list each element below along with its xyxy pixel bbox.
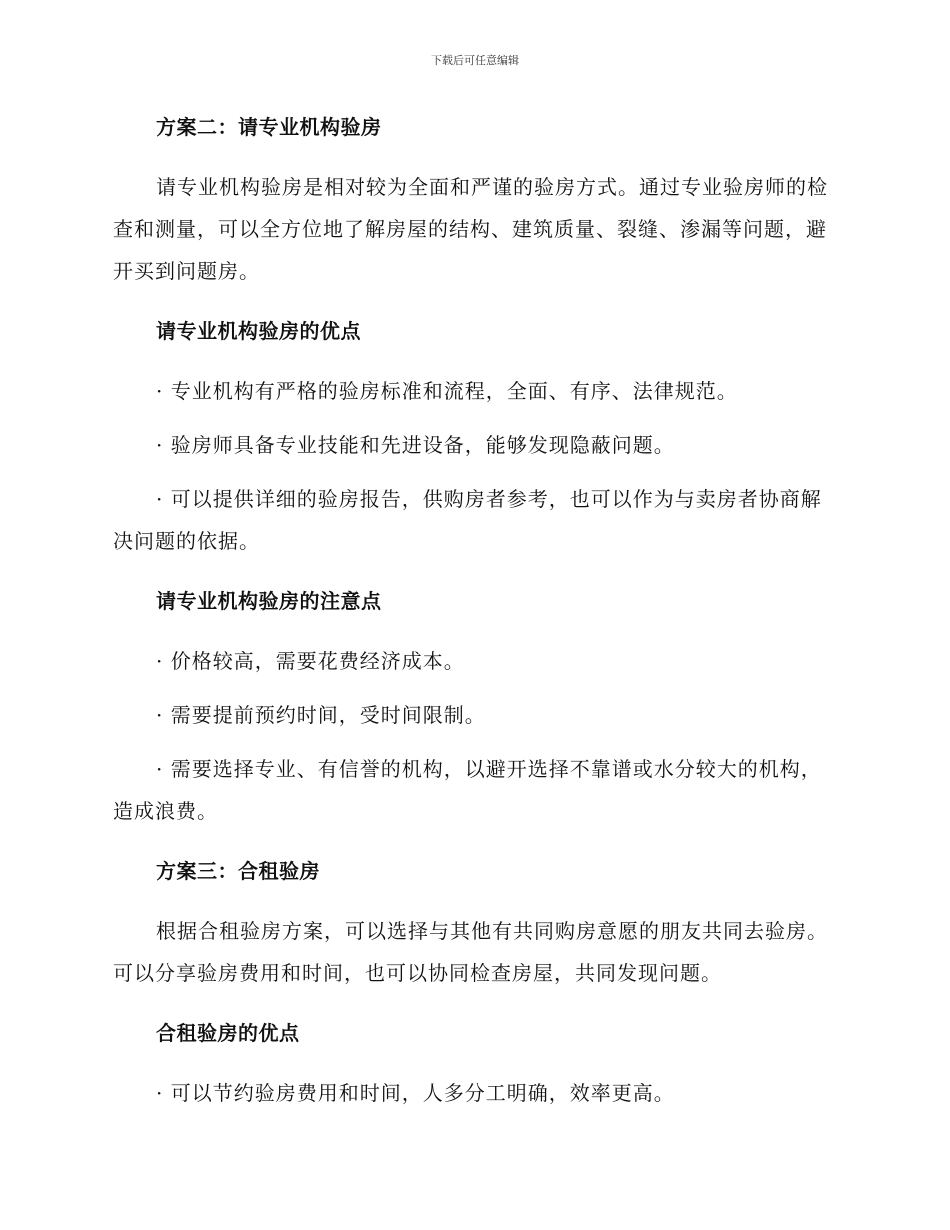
section-heading-plan-three: 方案三：合租验房 bbox=[156, 859, 320, 883]
bullet-item-pro-advantage-1: · 专业机构有严格的验房标准和流程，全面、有序、法律规范。 bbox=[156, 379, 738, 403]
bullet-item-pro-advantage-3: · 可以提供详细的验房报告，供购房者参考，也可以作为与卖房者协商解决问题的依据。 bbox=[113, 487, 822, 553]
bullet-item-pro-caution-1: · 价格较高，需要花费经济成本。 bbox=[156, 649, 465, 673]
bullet-item-pro-caution-3: · 需要选择专业、有信誉的机构，以避开选择不靠谱或水分较大的机构，造成浪费。 bbox=[113, 757, 822, 823]
bullet-item-pro-advantage-2: · 验房师具备专业技能和先进设备，能够发现隐蔽问题。 bbox=[156, 433, 675, 457]
section-heading-pro-cautions: 请专业机构验房的注意点 bbox=[156, 589, 382, 613]
page-header: 下载后可任意编辑 bbox=[431, 54, 519, 67]
section-heading-shared-advantages: 合租验房的优点 bbox=[156, 1021, 300, 1045]
bullet-item-pro-caution-2: · 需要提前预约时间，受时间限制。 bbox=[156, 703, 486, 727]
section-heading-plan-two: 方案二：请专业机构验房 bbox=[156, 115, 382, 139]
section-heading-pro-advantages: 请专业机构验房的优点 bbox=[156, 319, 361, 343]
document-body bbox=[113, 112, 838, 1114]
paragraph-plan-two-intro: 请专业机构验房是相对较为全面和严谨的验房方式。通过专业验房师的检查和测量，可以全方位地了解房屋的结构、建筑质量、裂缝、渗漏等问题，避开买到问题房。 bbox=[113, 175, 828, 283]
bullet-item-shared-advantage-1: · 可以节约验房费用和时间，人多分工明确，效率更高。 bbox=[156, 1081, 675, 1105]
paragraph-plan-three-intro: 根据合租验房方案，可以选择与其他有共同购房意愿的朋友共同去验房。可以分享验房费用和时间，也可以协同检查房屋，共同发现问题。 bbox=[113, 919, 828, 985]
